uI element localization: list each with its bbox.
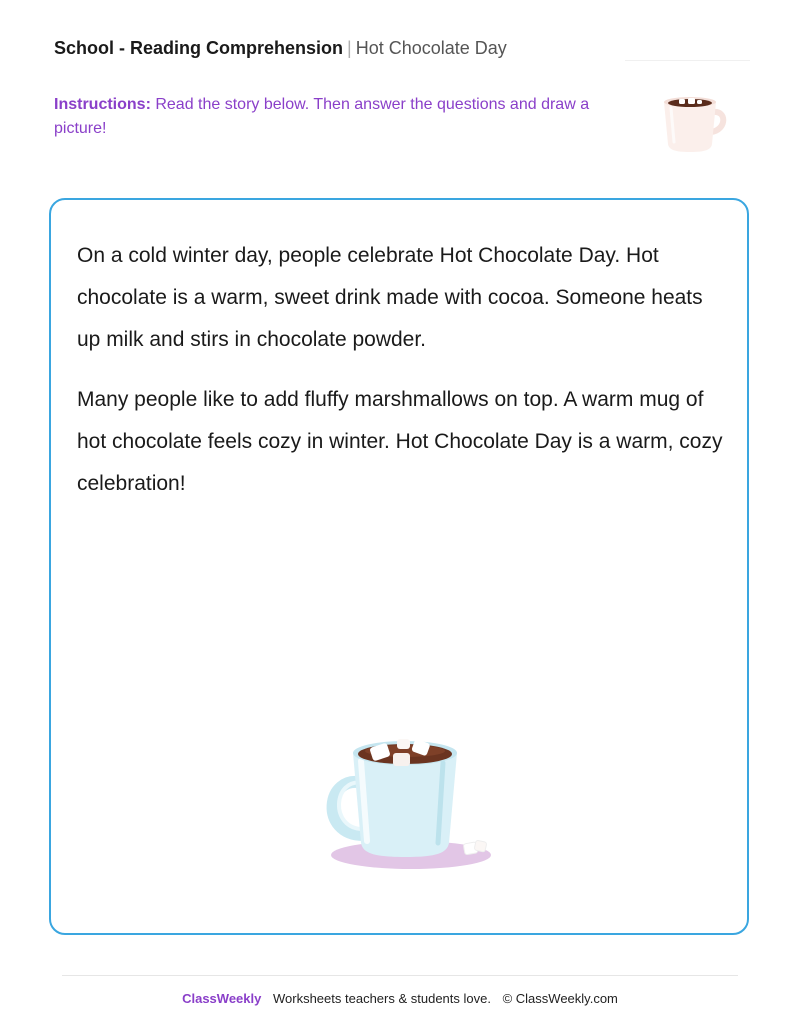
instructions [54, 93, 614, 141]
story-text [77, 235, 727, 523]
footer [0, 990, 800, 1008]
instructions-label: Instructions: [54, 96, 151, 113]
story-box [49, 198, 749, 935]
subject-title: School - Reading Comprehension [54, 38, 344, 58]
hot-chocolate-mug-icon [655, 88, 730, 158]
topic-title: Hot Chocolate Day [355, 38, 507, 58]
footer-copyright: © ClassWeekly.com [502, 991, 618, 1006]
header-separator: | [347, 38, 352, 58]
hot-chocolate-mug-illustration [301, 725, 511, 875]
story-paragraph-2: Many people like to add fluffy marshmallows on top. A warm mug of hot chocolate feels cozy in winter. Hot Chocolate Day is a warm, cozy celebration! [77, 388, 723, 495]
worksheet-header [54, 36, 507, 60]
footer-brand: ClassWeekly [182, 991, 262, 1006]
header-divider [625, 60, 750, 61]
footer-tagline: Worksheets teachers & students love. [272, 991, 491, 1006]
footer-divider [62, 975, 738, 976]
instructions-text: Read the story below. Then answer the questions and draw a picture! [54, 96, 590, 137]
story-paragraph-1: On a cold winter day, people celebrate Hot Chocolate Day. Hot chocolate is a warm, sweet drink made with cocoa. Someone heats up milk and stirs in chocolate powder. [77, 244, 703, 351]
